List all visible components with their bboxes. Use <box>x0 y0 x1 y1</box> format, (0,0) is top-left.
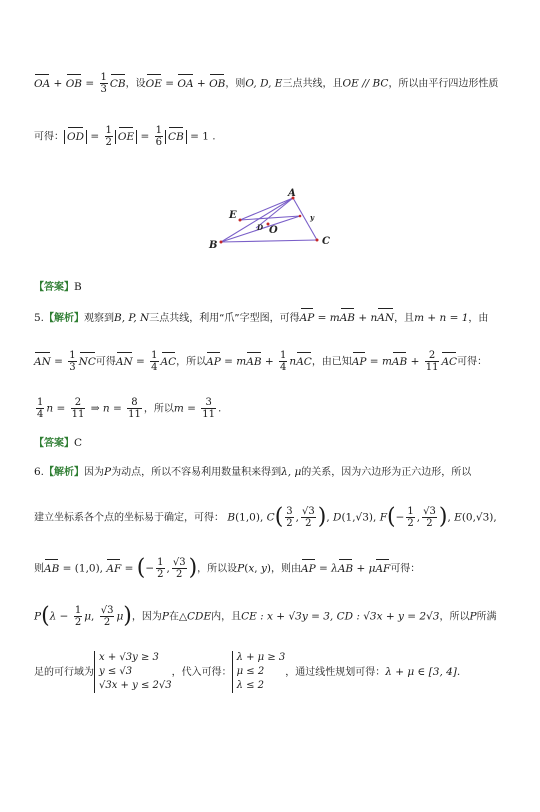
q6-line-3: 则AB = (1,0), AF = (− $\frac{1}{2}$ , $\frac{√3}{2}$ )，所以设P(x, y)，则由AP = λAB + μAF可得： <box>34 555 421 581</box>
label-A: A <box>288 188 296 199</box>
q6-line-2: 建立坐标系各个点的坐标易于确定，可得： B(1,0), C( $\frac{3}{2}$ , $\frac{√3}{2}$ ), D(1,√3), F(− $\frac{1}{2}$ , $\frac{√3}{2}$ ), E(0,√3), <box>34 504 497 530</box>
q5-line-3: $\frac{1}{4}$ n = $\frac{2}{11}$ ⇒ n = $\frac{8}{11}$ ，所以m = $\frac{3}{11}$ . <box>37 397 222 420</box>
line-1: OA + OB = $\frac{1}{3}$ CB，设OE = OA + OB，则O, D, E三点共线，且OE // BC，所以由平行四边形性质 <box>34 72 499 95</box>
q6-line-5: 足的可行域为 x + √3y ≥ 3 y ≤ √3 √3x + y ≤ 2√3 ，代入可得： λ + μ ≥ 3 μ ≤ 2 λ ≤ 2 ，通过线性规划可得：λ + μ ∈ [3, 4]. <box>34 652 461 691</box>
system-1: x + √3y ≥ 3 y ≤ √3 √3x + y ≤ 2√3 <box>94 651 172 693</box>
q5-line-1: 5.【解析】观察到B, P, N三点共线，利用“爪”字型图，可得AP = mAB + nAN，且m + n = 1，由 <box>34 312 489 324</box>
label-y: y <box>310 213 315 222</box>
answer-1: 【答案】B <box>34 281 82 293</box>
triangle-figure <box>200 186 350 256</box>
line-2: 可得： OD = $\frac{1}{2}$ OE = $\frac{1}{6}$ CB = 1 . <box>34 125 216 148</box>
label-B: B <box>209 240 218 251</box>
q6-line-4: P(λ − $\frac{1}{2}$ μ, $\frac{√3}{2}$ μ)，因为P在△CDE内，且CE : x + √3y = 3, CD : √3x + y = 2√3，所以P所满 <box>34 603 497 629</box>
q5-line-2: AN = $\frac{1}{3}$ NC可得AN = $\frac{1}{4}$ AC，所以AP = mAB + $\frac{1}{4}$ nAC，由已知AP = mAB + $\frac{2}{11}$ AC可得： <box>34 350 488 373</box>
label-D: D <box>257 223 264 232</box>
answer-2: 【答案】C <box>34 437 83 449</box>
system-2: λ + μ ≥ 3 μ ≤ 2 λ ≤ 2 <box>232 651 286 693</box>
q6-line-1: 6.【解析】因为P为动点，所以不容易利用数量积来得到λ, μ的关系，因为六边形为正六边形，所以 <box>34 466 472 478</box>
label-E: E <box>229 210 237 221</box>
label-C: C <box>322 236 330 247</box>
label-O: O <box>269 225 278 236</box>
